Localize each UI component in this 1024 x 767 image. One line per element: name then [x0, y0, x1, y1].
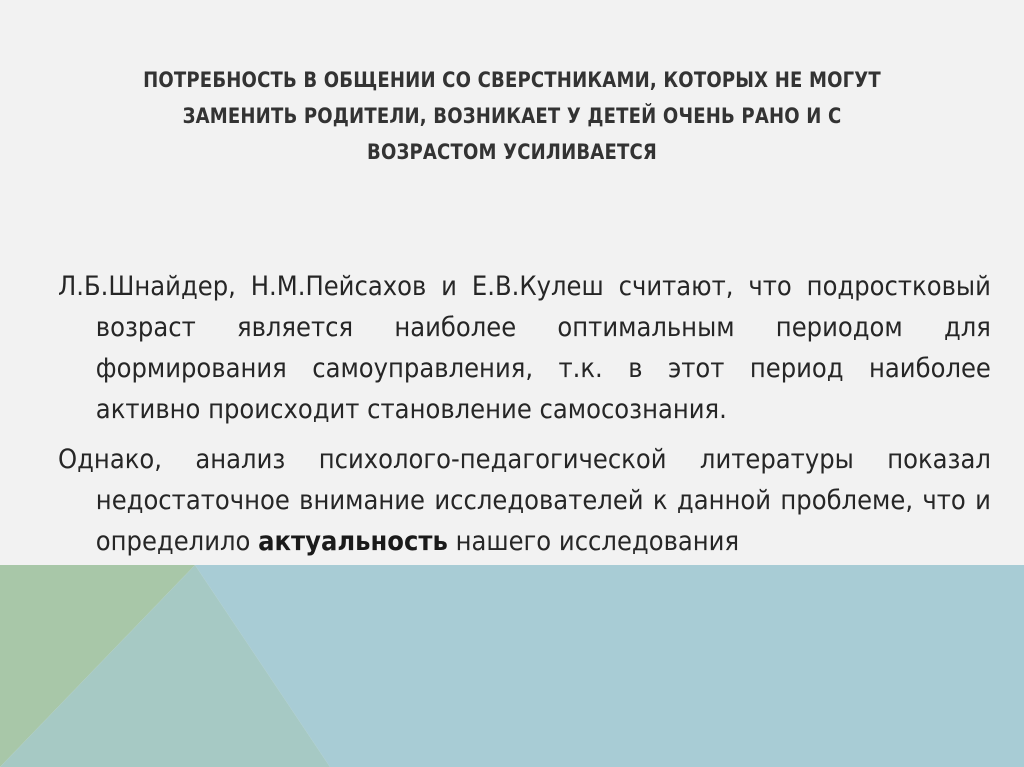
slide-body	[58, 266, 991, 571]
slide-title: ПОТРЕБНОСТЬ В ОБЩЕНИИ СО СВЕРСТНИКАМИ, КОТОРЫХ НЕ МОГУТ ЗАМЕНИТЬ РОДИТЕЛИ, ВОЗНИКАЕТ У ДЕТЕЙ ОЧЕНЬ РАНО И С ВОЗРАСТОМ УСИЛИВАЕТСЯ	[143, 68, 881, 164]
paragraph-relevance-end: нашего исследования	[447, 526, 740, 557]
paragraph-authors: Л.Б.Шнайдер, Н.М.Пейсахов и Е.В.Кулеш считают, что подростковый возраст является наиболее оптимальным периодом для формирования самоуправления, т.к. в этот период наиболее активно происходит становление самосознания.	[58, 271, 991, 425]
paragraph-relevance-start: Однако, анализ психолого-педагогической литературы показал недостаточное внимание исследователей к данной проблеме, что и определило	[58, 444, 991, 557]
relevance-keyword: актуальность	[258, 526, 448, 557]
paragraph-relevance	[58, 439, 991, 562]
blue-band-shape	[195, 565, 1024, 767]
